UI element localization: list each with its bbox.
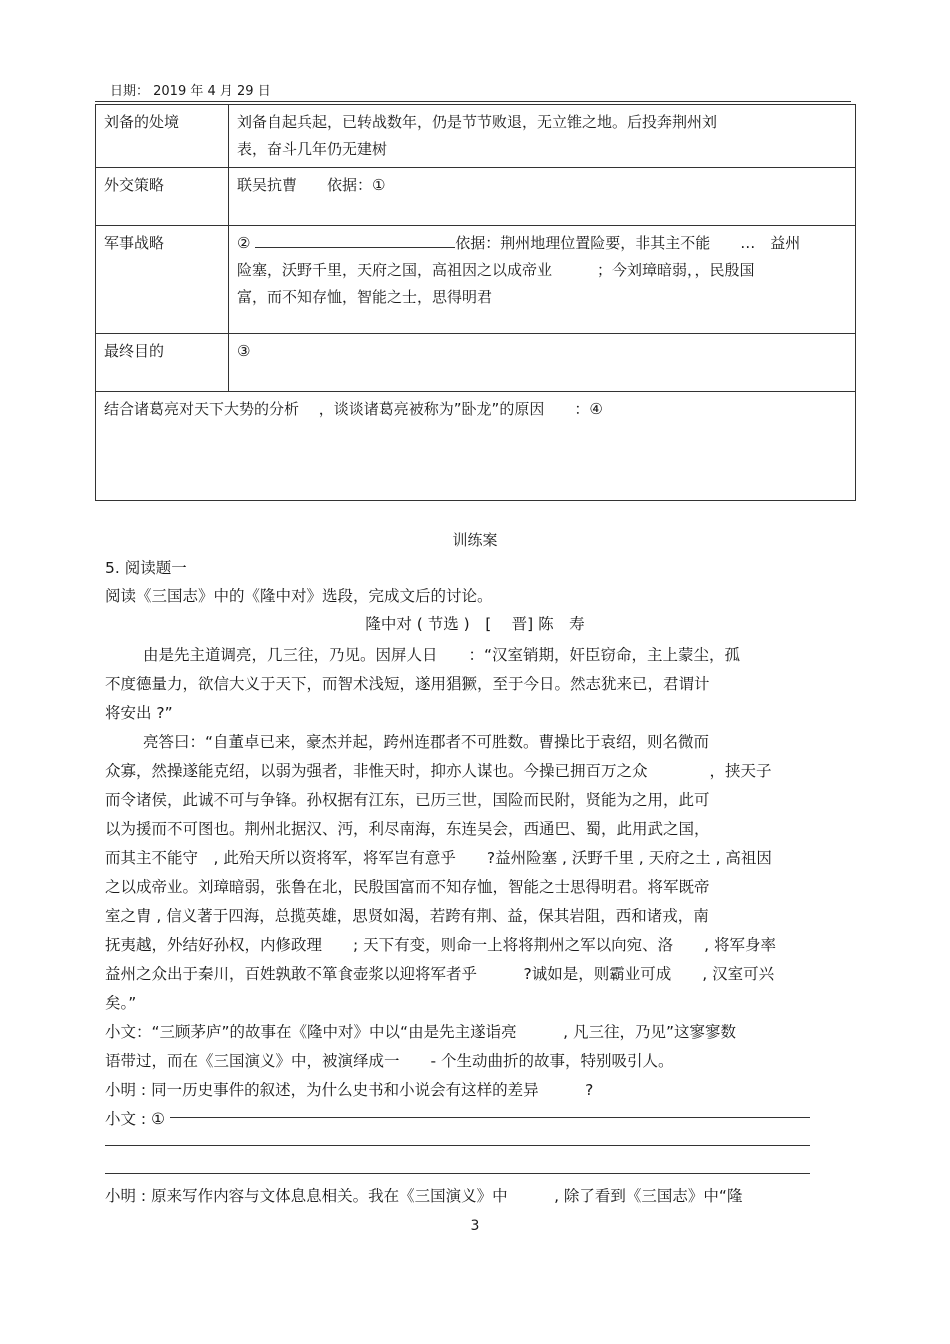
dialog-line: 小明 : 原来写作内容与文体息息相关。我在《三国演义》中 , 除了看到《三国志》中“隆: [105, 1187, 743, 1205]
page-number: 3: [470, 1218, 480, 1234]
row-content-military: [229, 226, 856, 334]
header-divider: [95, 101, 851, 102]
analysis-table: [95, 104, 856, 501]
question-intro: 阅读《三国志》中的《隆中对》选段，完成文后的讨论。: [105, 587, 493, 605]
passage-line: 抚夷越，外结好孙权，内修政理 ; 天下有变，则命一上将将荆州之军以向宛、洛 , 将军身率: [105, 936, 777, 954]
military-line-3: 富，而不知存恤，智能之士，思得明君: [237, 288, 493, 306]
passage-line: 以为援而不可图也。荆州北据汉、沔，利尽南海，东连吴会，西通巴、蜀，此用武之国，: [105, 820, 710, 838]
question-number: 5. 阅读题一: [105, 559, 187, 577]
row-content-diplomacy: 联吴抗曹 依据：①: [229, 168, 856, 226]
section-title: 训练案: [452, 531, 498, 549]
answer-blank-2[interactable]: [255, 230, 455, 248]
dialog-line: 小明 : 同一历史事件的叙述，为什么史书和小说会有这样的差异 ?: [105, 1081, 594, 1099]
passage-line: 由是先主道调亮，几三往，乃见。因屏人日 ：“汉室销期，奸臣窃命，主上蒙尘，孤: [143, 646, 741, 664]
table-row: [96, 105, 856, 168]
passage-line: 矣。”: [105, 994, 137, 1012]
military-basis: 依据：荆州地理位置险要，非其主不能 … 益州: [455, 234, 801, 252]
text-title: 隆中对 ( 节选 ) [ 晋] 陈 寿: [365, 615, 585, 633]
table-row: [96, 226, 856, 334]
row-content-situation: [229, 105, 856, 168]
row-content-goal: ③: [229, 334, 856, 392]
answer-line[interactable]: [170, 1117, 810, 1118]
row-label-goal: 最终目的: [96, 334, 229, 392]
dialog-line: 小文 : ①: [105, 1110, 165, 1128]
dialog-line: 语带过，而在《三国演义》中，被演绎成一 - 个生动曲折的故事，特别吸引人。: [105, 1052, 674, 1070]
row-label-situation: 刘备的处境: [96, 105, 229, 168]
passage-line: 众寡，然操遂能克绍，以弱为强者，非惟天时，抑亦人谋也。今操已拥百万之众 ，挟天子: [105, 762, 772, 780]
answer-line[interactable]: [105, 1145, 810, 1146]
situation-line-2: 表，奋斗几年仍无建树: [237, 140, 388, 158]
passage-line: 将安出 ?”: [105, 704, 173, 722]
table-row: [96, 334, 856, 392]
passage-line: 而令诸侯，此诚不可与争锋。孙权据有江东，已历三世，国险而民附，贤能为之用，此可: [105, 791, 710, 809]
table-row: [96, 168, 856, 226]
passage-line: 亮答曰：“自董卓已来，豪杰并起，跨州连郡者不可胜数。曹操比于袁绍，则名微而: [143, 733, 710, 751]
military-line-1: [237, 230, 847, 257]
answer-line[interactable]: [105, 1173, 810, 1174]
passage-line: 益州之众出于秦川，百姓孰敢不箪食壶浆以迎将军者乎 ?诚如是，则霸业可成 , 汉室可兴: [105, 965, 775, 983]
dialog-line: 小文：“三顾茅庐”的故事在《隆中对》中以“由是先主遂诣亮 , 凡三往，乃见”这寥寥数: [105, 1023, 736, 1041]
passage-line: 之以成帝业。刘璋暗弱，张鲁在北，民殷国富而不知存恤，智能之士思得明君。将军既帝: [105, 878, 710, 896]
passage-line: 不度德量力，欲信大义于天下，而智术浅短，遂用猖獗，至于今日。然志犹来已，君谓计: [105, 675, 710, 693]
military-line-2: 险塞，沃野千里，天府之国，高祖因之以成帝业 ；今刘璋暗弱，，民殷国: [237, 261, 755, 279]
date-header: 日期： 2019 年 4 月 29 日: [110, 84, 271, 99]
row-label-diplomacy: 外交策略: [96, 168, 229, 226]
row-question-4: 结合诸葛亮对天下大势的分析 ，谈谈诸葛亮被称为”卧龙”的原因 ：④: [96, 392, 856, 501]
situation-line-1: 刘备自起兵起，已转战数年，仍是节节败退，无立锥之地。后投奔荆州刘: [237, 113, 718, 131]
table-row: [96, 392, 856, 501]
row-label-military: 军事战略: [96, 226, 229, 334]
answer-marker-2: ②: [237, 234, 251, 252]
passage-line: 而其主不能守 , 此殆天所以资将军，将军岂有意乎 ?益州险塞 , 沃野千里 , 天府之土 , 高祖因: [105, 849, 772, 867]
passage-line: 室之胄 , 信义著于四海，总揽英雄，思贤如渴，若跨有荆、益，保其岩阻，西和诸戎，南: [105, 907, 709, 925]
